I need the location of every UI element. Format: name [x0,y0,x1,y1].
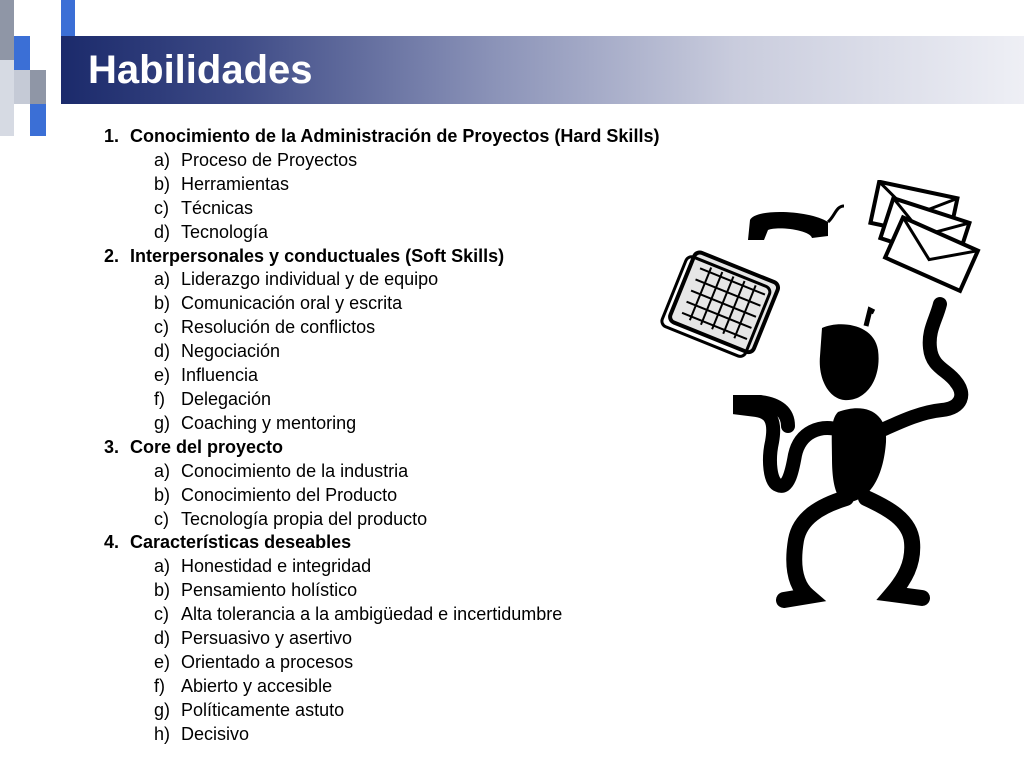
list-item: e) Orientado a procesos [154,651,354,672]
list-item: a) Proceso de Proyectos [154,149,358,170]
list-item: c) Resolución de conflictos [154,317,376,338]
list-item: g) Coaching y mentoring [154,412,357,433]
list-item: b) Conocimiento del Producto [154,484,398,505]
list-item: c) Técnicas [154,197,254,218]
list-item: a) Liderazgo individual y de equipo [154,269,439,290]
skills-outline [104,125,664,747]
section-heading: 1. Conocimiento de la Administración de Proyectos (Hard Skills) [104,126,660,146]
list-item: d) Persuasivo y asertivo [154,628,353,649]
list-item: a) Honestidad e integridad [154,556,372,577]
list-item: c) Tecnología propia del producto [154,508,428,529]
section-heading: 4. Características deseables [104,532,352,553]
section-heading: 3. Core del proyecto [104,436,284,457]
section-heading: 2. Interpersonales y conductuales (Soft Skills) [104,245,505,266]
list-item: e) Influencia [154,365,259,386]
envelope-icon [870,182,977,291]
list-item: d) Negociación [154,341,281,362]
list-item: h) Decisivo [154,723,250,744]
juggling-person-icon [660,180,1000,620]
list-item: g) Políticamente astuto [154,699,345,720]
list-item: b) Comunicación oral y escrita [154,293,403,314]
list-item: b) Herramientas [154,173,290,194]
list-item: f) Delegación [154,388,272,409]
slide-title: Habilidades [88,48,313,92]
list-item: b) Pensamiento holístico [154,580,358,601]
telephone-icon [748,206,844,240]
list-item: d) Tecnología [154,221,269,242]
keyboard-icon [660,248,780,360]
list-item: a) Conocimiento de la industria [154,460,409,481]
list-item: c) Alta tolerancia a la ambigüedad e incertidumbre [154,604,563,625]
list-item: f) Abierto y accesible [154,675,333,696]
